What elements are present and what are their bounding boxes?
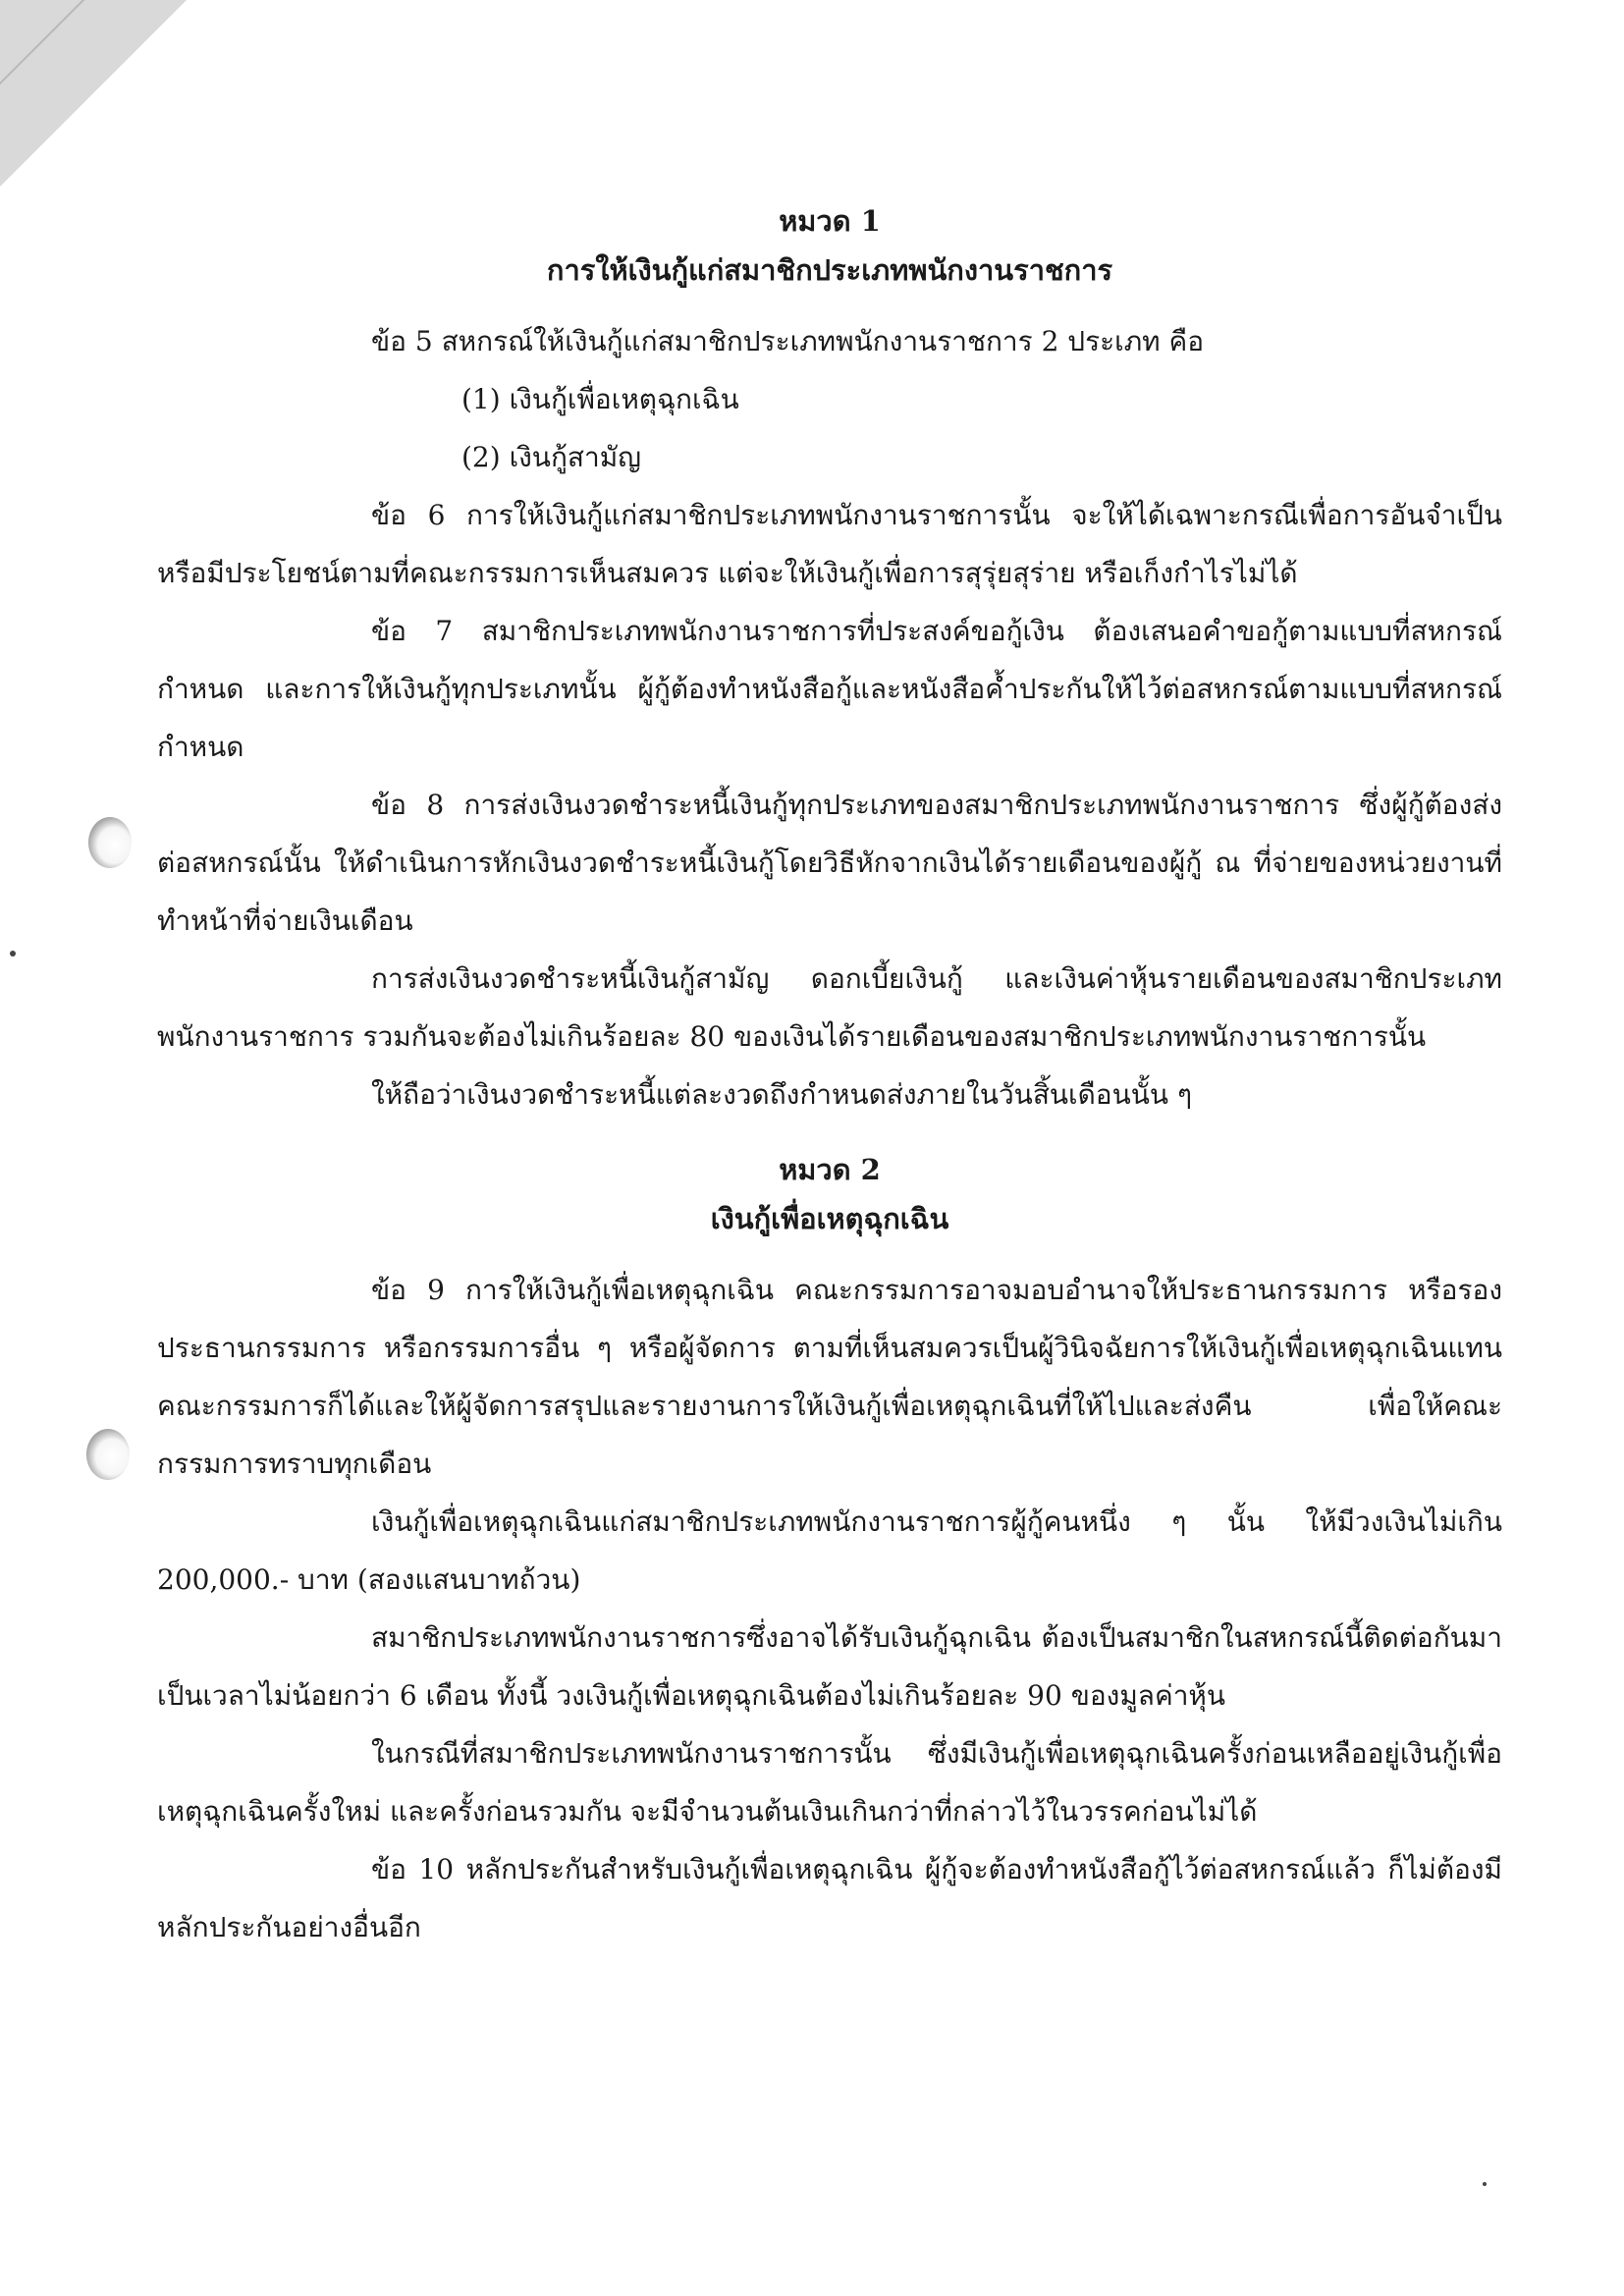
loan-type-1: (1) เงินกู้เพื่อเหตุฉุกเฉิน [461, 383, 739, 415]
clause-7: ข้อ 7 สมาชิกประเภทพนักงานราชการที่ประสงค์ขอกู้เงิน ต้องเสนอคำขอกู้ตามแบบที่สหกรณ์กำหนด และการให้เงินกู้ทุกประเภทนั้น ผู้กู้ต้องทำหนังสือกู้และหนังสือค้ำประกันให้ไว้ต่อสหกรณ์ตามแบบที่สหกรณ์กำหนด [157, 615, 1502, 763]
speck [1483, 2182, 1487, 2186]
clause-5: ข้อ 5 สหกรณ์ให้เงินกู้แก่สมาชิกประเภทพนักงานราชการ 2 ประเภท คือ [371, 325, 1205, 357]
clause-6: ข้อ 6 การให้เงินกู้แก่สมาชิกประเภทพนักงานราชการนั้น จะให้ได้เฉพาะกรณีเพื่อการอันจำเป็น หรือมีประโยชน์ตามที่คณะกรรมการเห็นสมควร แต่จะให้เงินกู้เพื่อการสุรุ่ยสุร่าย หรือเก็งกำไรไม่ได้ [157, 499, 1502, 589]
clause-8-paragraph-2: การส่งเงินงวดชำระหนี้เงินกู้สามัญ ดอกเบี้ยเงินกู้ และเงินค่าหุ้นรายเดือนของสมาชิกประเภทพนักงานราชการ รวมกันจะต้องไม่เกินร้อยละ 80 ของเงินได้รายเดือนของสมาชิกประเภทพนักงานราชการนั้น [157, 962, 1502, 1053]
clause-8-paragraph-3: ให้ถือว่าเงินงวดชำระหนี้แต่ละงวดถึงกำหนดส่งภายในวันสิ้นเดือนนั้น ๆ [371, 1078, 1192, 1111]
clause-10: ข้อ 10 หลักประกันสำหรับเงินกู้เพื่อเหตุฉุกเฉิน ผู้กู้จะต้องทำหนังสือกู้ไว้ต่อสหกรณ์แล้ว ก็ไม่ต้องมีหลักประกันอย่างอื่นอีก [157, 1853, 1502, 1943]
punch-hole-top [88, 817, 132, 868]
speck [10, 951, 16, 957]
clause-9-paragraph-3: สมาชิกประเภทพนักงานราชการซึ่งอาจได้รับเงินกู้ฉุกเฉิน ต้องเป็นสมาชิกในสหกรณ์นี้ติดต่อกันมาเป็นเวลาไม่น้อยกว่า 6 เดือน ทั้งนี้ วงเงินกู้เพื่อเหตุฉุกเฉินต้องไม่เกินร้อยละ 90 ของมูลค่าหุ้น [157, 1621, 1502, 1712]
chapter-2-subheading: เงินกู้เพื่อเหตุฉุกเฉิน [710, 1202, 949, 1235]
loan-type-2: (2) เงินกู้สามัญ [461, 441, 642, 473]
folded-corner [0, 0, 187, 187]
punch-hole-bottom [86, 1429, 130, 1480]
chapter-1-heading: หมวด 1 [779, 204, 881, 238]
clause-9: ข้อ 9 การให้เงินกู้เพื่อเหตุฉุกเฉิน คณะกรรมการอาจมอบอำนาจให้ประธานกรรมการ หรือรองประธานกรรมการ หรือกรรมการอื่น ๆ หรือผู้จัดการ ตามที่เห็นสมควรเป็นผู้วินิจฉัยการให้เงินกู้เพื่อเหตุฉุกเฉินแทนคณะกรรมการก็ได้และให้ผู้จัดการสรุปและรายงานการให้เงินกู้เพื่อเหตุฉุกเฉินที่ให้ไปและส่งคืน เพื่อให้คณะกรรมการทราบทุกเดือน [157, 1274, 1502, 1480]
clause-9-paragraph-2: เงินกู้เพื่อเหตุฉุกเฉินแก่สมาชิกประเภทพนักงานราชการผู้กู้คนหนึ่ง ๆ นั้น ให้มีวงเงินไม่เกิน 200,000.- บาท (สองแสนบาทถ้วน) [157, 1505, 1502, 1596]
clause-9-paragraph-4: ในกรณีที่สมาชิกประเภทพนักงานราชการนั้น ซึ่งมีเงินกู้เพื่อเหตุฉุกเฉินครั้งก่อนเหลืออยู่เงินกู้เพื่อเหตุฉุกเฉินครั้งใหม่ และครั้งก่อนรวมกัน จะมีจำนวนต้นเงินเกินกว่าที่กล่าวไว้ในวรรคก่อนไม่ได้ [157, 1737, 1502, 1828]
chapter-2-heading: หมวด 2 [779, 1153, 881, 1186]
document-body [157, 196, 1502, 1956]
clause-8: ข้อ 8 การส่งเงินงวดชำระหนี้เงินกู้ทุกประเภทของสมาชิกประเภทพนักงานราชการ ซึ่งผู้กู้ต้องส่งต่อสหกรณ์นั้น ให้ดำเนินการหักเงินงวดชำระหนี้เงินกู้โดยวิธีหักจากเงินได้รายเดือนของผู้กู้ ณ ที่จ่ายของหน่วยงานที่ทำหน้าที่จ่ายเงินเดือน [157, 789, 1502, 937]
chapter-1-subheading: การให้เงินกู้แก่สมาชิกประเภทพนักงานราชการ [546, 253, 1113, 287]
